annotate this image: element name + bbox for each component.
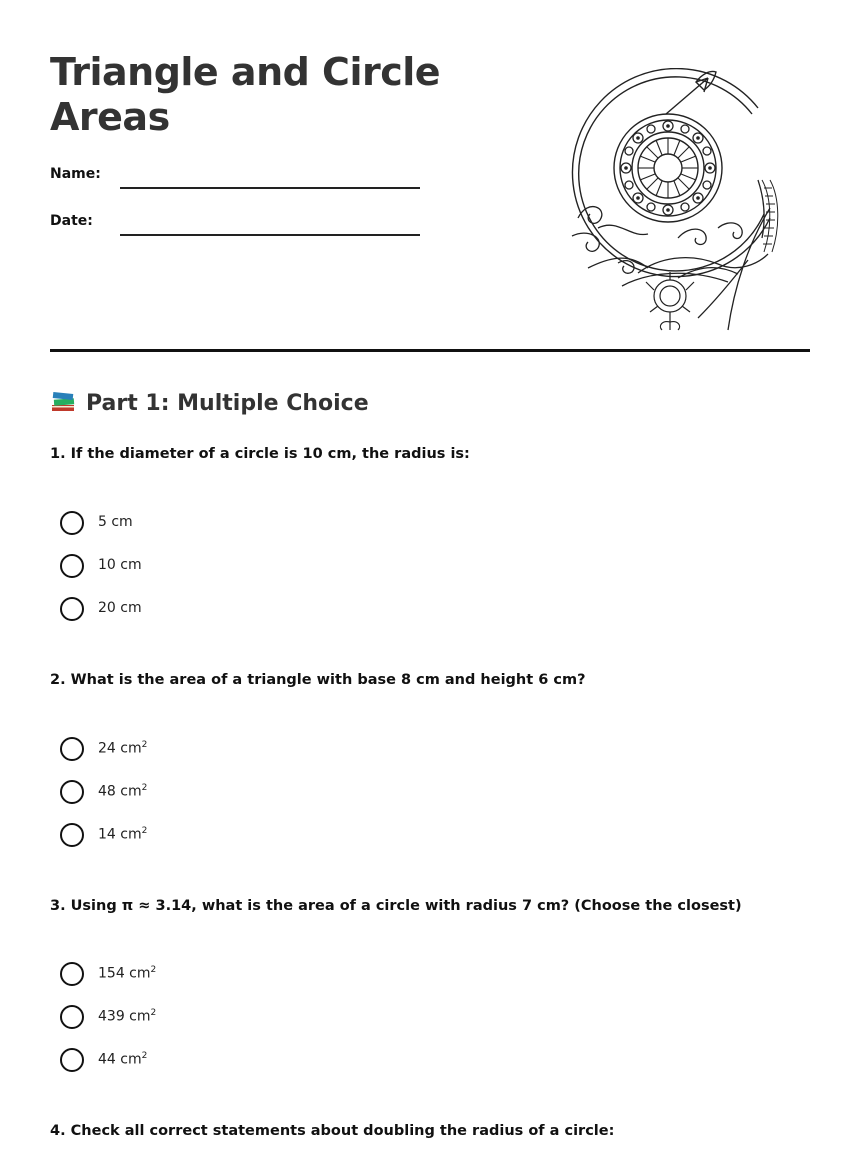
question-1-text: 1. If the diameter of a circle is 10 cm, the radius is:: [50, 446, 470, 462]
worksheet-title: Triangle and Circle Areas: [50, 50, 441, 139]
date-label: Date:: [50, 213, 93, 229]
option-label: 5 cm: [98, 514, 133, 530]
part1-heading: [50, 388, 369, 420]
q2-option-3[interactable]: [60, 823, 360, 849]
books-icon: [50, 389, 76, 413]
ornamental-circle-illustration: [558, 68, 788, 334]
q2-option-2[interactable]: [60, 780, 360, 806]
radio-button[interactable]: [60, 737, 84, 761]
radio-button[interactable]: [60, 511, 84, 535]
q3-option-1[interactable]: [60, 962, 360, 988]
question-3-text: 3. Using π ≈ 3.14, what is the area of a circle with radius 7 cm? (Choose the closest): [50, 898, 742, 914]
option-label: 20 cm: [98, 600, 142, 616]
option-label: 14 $cm^2$: [98, 826, 148, 843]
radio-button[interactable]: [60, 597, 84, 621]
radio-button[interactable]: [60, 554, 84, 578]
header-divider: [50, 349, 810, 352]
name-label: Name:: [50, 166, 101, 182]
q3-option-2[interactable]: [60, 1005, 360, 1031]
q1-option-3[interactable]: [60, 597, 360, 623]
q2-option-1[interactable]: [60, 737, 360, 763]
question-2-text: 2. What is the area of a triangle with base 8 cm and height 6 cm?: [50, 672, 586, 688]
date-blank-line: [120, 234, 420, 236]
radio-button[interactable]: [60, 962, 84, 986]
name-field: [50, 164, 430, 188]
name-blank-line: [120, 187, 420, 189]
option-label: 24 $cm^2$: [98, 740, 148, 757]
option-label: 154 $cm^2$: [98, 965, 157, 982]
question-4-text: 4. Check all correct statements about doubling the radius of a circle:: [50, 1123, 615, 1139]
q1-option-1[interactable]: [60, 511, 360, 537]
part1-heading-text: Part 1: Multiple Choice: [86, 391, 369, 416]
option-label: 44 $cm^2$: [98, 1051, 148, 1068]
q3-option-3[interactable]: [60, 1048, 360, 1074]
q1-option-2[interactable]: [60, 554, 360, 580]
radio-button[interactable]: [60, 1005, 84, 1029]
option-label: 48 $cm^2$: [98, 783, 148, 800]
option-label: 10 cm: [98, 557, 142, 573]
option-label: 439 $cm^2$: [98, 1008, 157, 1025]
date-field: [50, 211, 430, 235]
radio-button[interactable]: [60, 823, 84, 847]
radio-button[interactable]: [60, 780, 84, 804]
radio-button[interactable]: [60, 1048, 84, 1072]
